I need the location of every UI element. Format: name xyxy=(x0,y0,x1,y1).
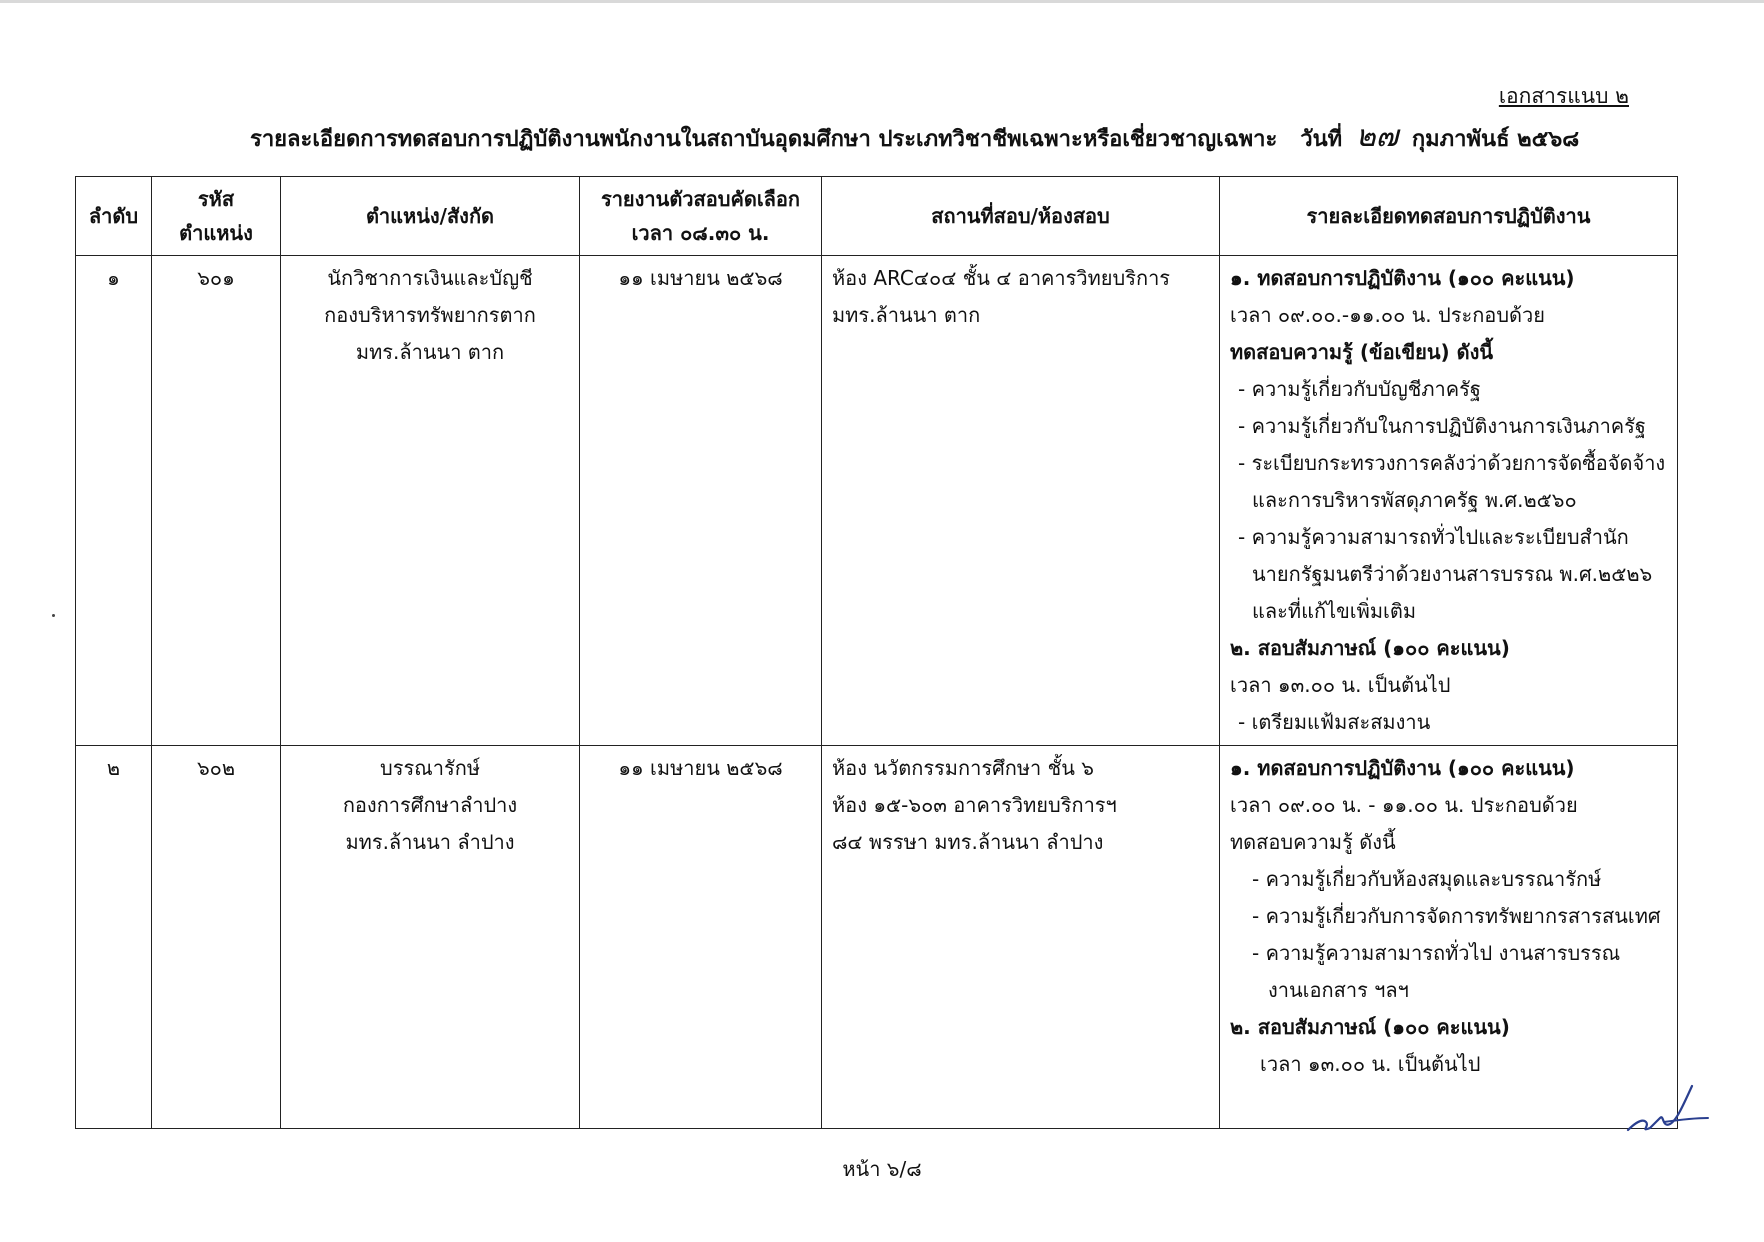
row-code: ๖๐๒ xyxy=(152,746,281,1129)
title-month-year: กุมภาพันธ์ ๒๕๖๘ xyxy=(1411,127,1580,152)
attachment-label: เอกสารแนบ ๒ xyxy=(1498,84,1629,108)
handwritten-signature xyxy=(1620,1078,1710,1138)
row-details: ๑. ทดสอบการปฏิบัติงาน (๑๐๐ คะแนน) เวลา ๐๙.๐๐.-๑๑.๐๐ น. ประกอบด้วย ทดสอบความรู้ (ข้อเขียน) ดังนี้ - ความรู้เกี่ยวกับบัญชีภาครัฐ - ความรู้เกี่ยวกับในการปฏิบัติงานการเงินภาครัฐ - ระเบียบกระทรวงการคลังว่าด้วยการจัดซื้อจัดจ้าง และการบริหารพัสดุภาครัฐ พ.ศ.๒๕๖๐ - ความรู้ความสามารถทั่วไปและระเบียบสำนัก นายกรัฐมนตรีว่าด้วยงานสารบรรณ พ.ศ.๒๕๒๖ และที่แก้ไขเพิ่มเติม ๒. สอบสัมภาษณ์ (๑๐๐ คะแนน) เวลา ๑๓.๐๐ น. เป็นต้นไป - เตรียมแฟ้มสะสมงาน xyxy=(1220,256,1678,746)
row-details: ๑. ทดสอบการปฏิบัติงาน (๑๐๐ คะแนน) เวลา ๐๙.๐๐ น. - ๑๑.๐๐ น. ประกอบด้วย ทดสอบความรู้ ดังนี้ - ความรู้เกี่ยวกับห้องสมุดและบรรณารักษ์ - ความรู้เกี่ยวกับการจัดการทรัพยากรสารสนเทศ - ความรู้ความสามารถทั่วไป งานสารบรรณ งานเอกสาร ฯลฯ ๒. สอบสัมภาษณ์ (๑๐๐ คะแนน) เวลา ๑๓.๐๐ น. เป็นต้นไป xyxy=(1220,746,1678,1129)
header-venue: สถานที่สอบ/ห้องสอบ xyxy=(822,177,1220,256)
header-report-time: รายงานตัวสอบคัดเลือก เวลา ๐๘.๓๐ น. xyxy=(580,177,822,256)
row-order: ๑ xyxy=(76,256,152,746)
page-number: หน้า ๖/๘ xyxy=(842,1157,922,1181)
header-position: ตำแหน่ง/สังกัด xyxy=(281,177,580,256)
exam-schedule-table xyxy=(75,176,1678,1129)
title-main: รายละเอียดการทดสอบการปฏิบัติงานพนักงานในสถาบันอุดมศึกษา ประเภทวิชาชีพเฉพาะหรือเชี่ยวชาญเฉพาะ xyxy=(250,127,1278,152)
scan-edge xyxy=(0,0,1764,3)
header-details: รายละเอียดทดสอบการปฏิบัติงาน xyxy=(1220,177,1678,256)
table-row xyxy=(76,256,1678,746)
scan-speck xyxy=(52,614,55,617)
table-header-row xyxy=(76,177,1678,256)
row-position: นักวิชาการเงินและบัญชี กองบริหารทรัพยากรตาก มทร.ล้านนา ตาก xyxy=(281,256,580,746)
row-position: บรรณารักษ์ กองการศึกษาลำปาง มทร.ล้านนา ลำปาง xyxy=(281,746,580,1129)
title-day-handwritten: ๒๗ xyxy=(1355,119,1399,154)
header-order: ลำดับ xyxy=(76,177,152,256)
row-venue: ห้อง ARC๔๐๔ ชั้น ๔ อาคารวิทยบริการ มทร.ล้านนา ตาก xyxy=(822,256,1220,746)
row-report-date: ๑๑ เมษายน ๒๕๖๘ xyxy=(580,256,822,746)
row-report-date: ๑๑ เมษายน ๒๕๖๘ xyxy=(580,746,822,1129)
document-title xyxy=(250,113,1579,160)
title-day-label: วันที่ xyxy=(1300,127,1343,152)
table-row xyxy=(76,746,1678,1129)
row-code: ๖๐๑ xyxy=(152,256,281,746)
row-order: ๒ xyxy=(76,746,152,1129)
row-venue: ห้อง นวัตกรรมการศึกษา ชั้น ๖ ห้อง ๑๕-๖๐๓ อาคารวิทยบริการฯ ๘๔ พรรษา มทร.ล้านนา ลำปาง xyxy=(822,746,1220,1129)
header-code: รหัส ตำแหน่ง xyxy=(152,177,281,256)
